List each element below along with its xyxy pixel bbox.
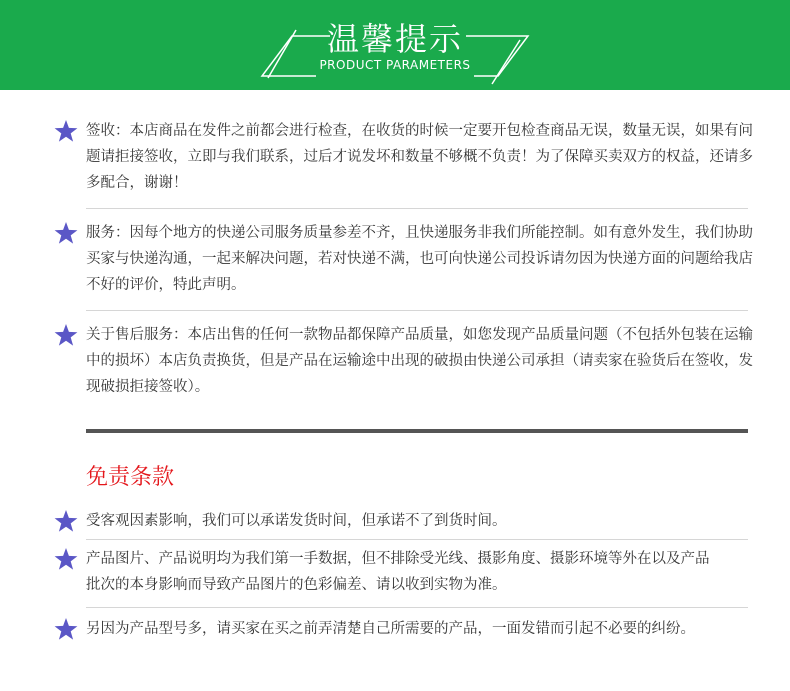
divider [86, 607, 748, 608]
notice-item [54, 322, 754, 402]
notice-item [54, 118, 754, 198]
notice-text: 服务：因每个地方的快递公司服务质量参差不齐，且快递服务非我们所能控制。如有意外发生，我们协助买家与快递沟通，一起来解决问题，若对快递不满，也可向快递公司投诉请勿因为快递方面的问题给我店不好的评价，特此声明。 [86, 225, 753, 293]
divider [86, 208, 748, 209]
disclaimer-text: 产品图片、产品说明均为我们第一手数据，但不排除受光线、摄影角度、摄影环境等外在以及产品批次的本身影响而导致产品图片的色彩偏差、请以收到实物为准。 [86, 551, 710, 593]
star-icon [54, 547, 78, 571]
page-subtitle: PRODUCT PARAMETERS [319, 58, 471, 72]
disclaimer-item [54, 616, 754, 672]
star-icon [54, 617, 78, 641]
section-divider [86, 429, 748, 433]
divider [86, 310, 748, 311]
notice-text: 签收：本店商品在发件之前都会进行检查，在收货的时候一定要开包检查商品无误，数量无误，如果有问题请拒接签收，立即与我们联系，过后才说发坏和数量不够概不负责！为了保障买卖双方的权益，还请多多配合，谢谢！ [86, 123, 753, 191]
star-icon [54, 509, 78, 533]
disclaimer-item [54, 546, 754, 602]
star-icon [54, 221, 78, 245]
notice-item [54, 220, 754, 300]
header-banner [0, 0, 790, 90]
divider [86, 539, 748, 540]
disclaimer-heading: 免责条款 [86, 465, 175, 490]
page-title: 温馨提示 [326, 20, 463, 58]
star-icon [54, 119, 78, 143]
star-icon [54, 323, 78, 347]
disclaimer-item [54, 508, 754, 536]
disclaimer-text: 另因为产品型号多，请买家在买之前弄清楚自己所需要的产品，一面发错而引起不必要的纠纷。 [86, 621, 695, 637]
disclaimer-text: 受客观因素影响，我们可以承诺发货时间，但承诺不了到货时间。 [86, 513, 507, 529]
notice-text: 关于售后服务：本店出售的任何一款物品都保障产品质量，如您发现产品质量问题（不包括外包装在运输中的损坏）本店负责换货，但是产品在运输途中出现的破损由快递公司承担（请卖家在验货后在签收，发现破损拒接签收）。 [86, 327, 753, 395]
